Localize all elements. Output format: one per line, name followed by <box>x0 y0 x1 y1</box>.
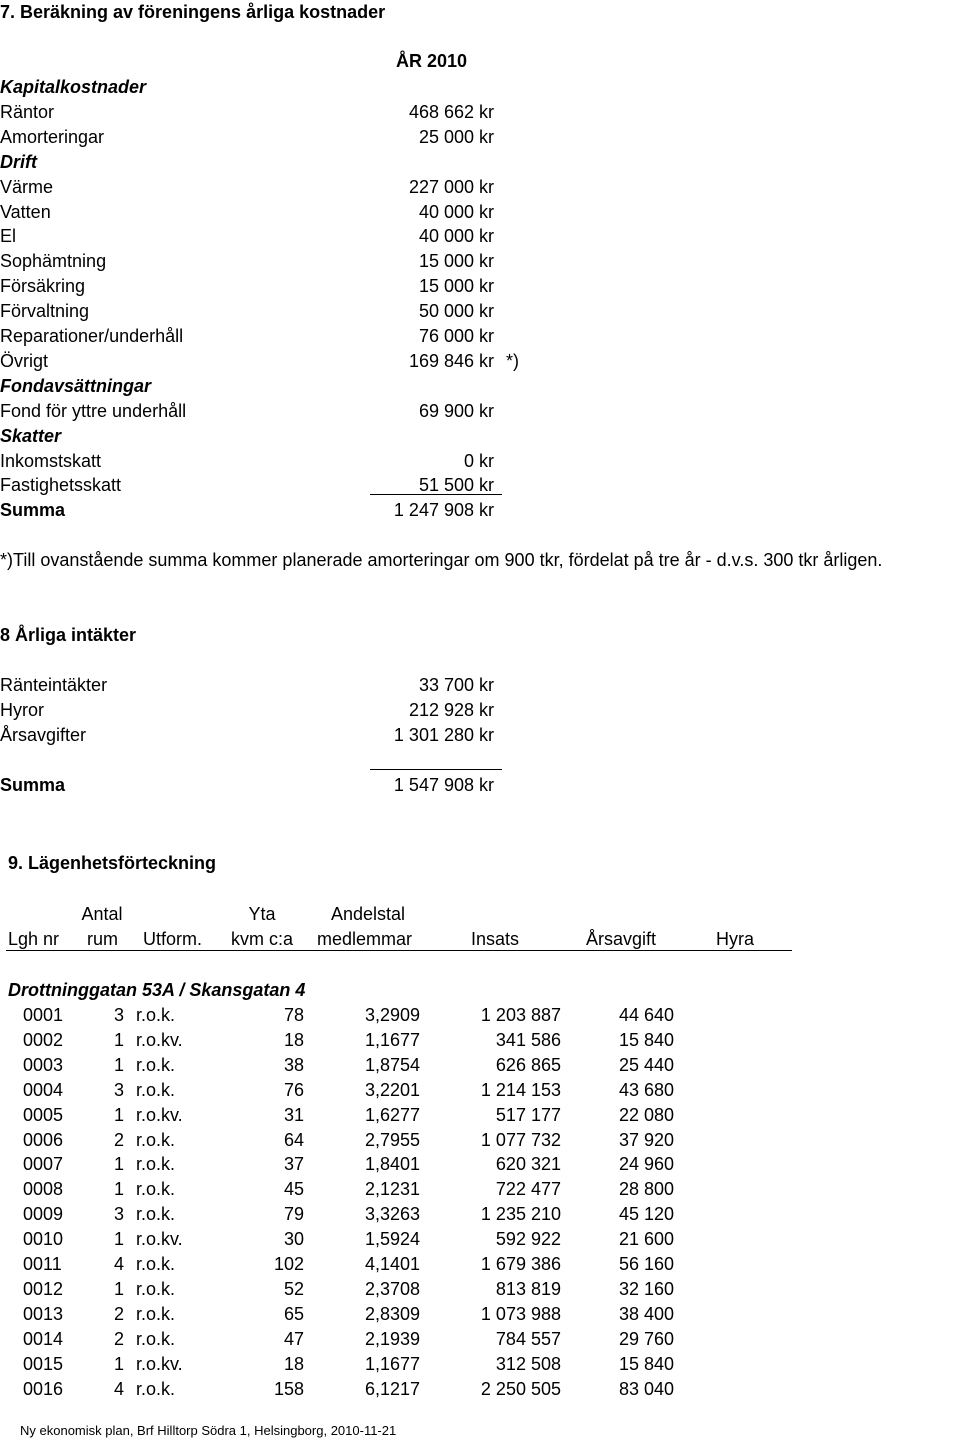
apt-kvm: 102 <box>273 1254 304 1274</box>
income-sum-label: Summa <box>0 775 66 795</box>
header-rule <box>6 950 792 951</box>
cost-row-label: Kapitalkostnader <box>0 77 147 97</box>
apt-andelstal: 1,8754 <box>364 1054 420 1075</box>
cost-row-label: Räntor <box>0 101 55 122</box>
cost-row-value: 15 000 kr <box>418 276 494 297</box>
header-kvm: kvm c:a <box>231 929 294 949</box>
apt-utform: r.o.k. <box>136 1254 176 1274</box>
apt-arsavgift: 56 160 <box>618 1254 674 1274</box>
apt-lgh: 0005 <box>23 1104 64 1125</box>
apt-insats: 2 250 505 <box>480 1378 561 1399</box>
apt-lgh: 0002 <box>23 1029 64 1050</box>
cost-row-value: 15 000 kr <box>418 251 494 272</box>
cost-row-label: Fondavsättningar <box>0 375 152 396</box>
footer: Ny ekonomisk plan, Brf Hilltorp Södra 1, Helsingborg, 2010-11-21 <box>20 1423 397 1438</box>
apt-rum: 1 <box>113 1054 124 1075</box>
apt-arsavgift: 45 120 <box>618 1204 674 1225</box>
apt-kvm: 37 <box>283 1154 304 1175</box>
cost-row-label: Försäkring <box>0 276 86 297</box>
apt-arsavgift: 22 080 <box>618 1104 674 1125</box>
apt-lgh: 0001 <box>23 1005 64 1025</box>
apt-rum: 2 <box>113 1129 124 1150</box>
apt-kvm: 38 <box>283 1054 304 1075</box>
apt-arsavgift: 29 760 <box>618 1328 674 1349</box>
cost-row-value: 40 000 kr <box>418 226 494 247</box>
apt-kvm: 65 <box>283 1303 304 1324</box>
cost-row-value: 25 000 kr <box>418 126 494 147</box>
apt-kvm: 18 <box>283 1029 304 1050</box>
cost-row-value: 50 000 kr <box>418 301 494 322</box>
apt-andelstal: 3,3263 <box>364 1204 420 1225</box>
income-row-value: 212 928 kr <box>408 699 494 720</box>
cost-row-value: 227 000 kr <box>408 176 494 197</box>
section-8-heading: 8 Årliga intäkter <box>0 625 137 645</box>
apt-rum: 1 <box>113 1229 124 1250</box>
cost-row-value: 69 900 kr <box>418 400 494 421</box>
cost-row-value: 169 846 kr <box>408 350 494 371</box>
apt-utform: r.o.kv. <box>136 1029 183 1050</box>
apt-insats: 312 508 <box>495 1353 561 1374</box>
apt-arsavgift: 25 440 <box>618 1054 674 1075</box>
apt-rum: 1 <box>113 1104 124 1125</box>
apt-utform: r.o.k. <box>136 1278 176 1299</box>
income-row-value: 1 301 280 kr <box>393 724 494 745</box>
apt-insats: 1 235 210 <box>480 1204 561 1225</box>
apt-utform: r.o.k. <box>136 1378 176 1399</box>
apt-arsavgift: 28 800 <box>618 1179 674 1200</box>
apt-utform: r.o.k. <box>136 1303 176 1324</box>
apt-arsavgift: 43 680 <box>618 1079 674 1100</box>
apt-lgh: 0014 <box>23 1328 64 1349</box>
apt-lgh: 0004 <box>23 1079 64 1100</box>
apt-lgh: 0013 <box>23 1303 64 1324</box>
year-heading: ÅR 2010 <box>396 51 468 71</box>
apt-arsavgift: 15 840 <box>618 1029 674 1050</box>
apt-andelstal: 1,1677 <box>364 1029 420 1050</box>
apt-andelstal: 3,2909 <box>364 1005 420 1025</box>
apt-kvm: 52 <box>283 1278 304 1299</box>
apt-lgh: 0007 <box>23 1154 64 1175</box>
apt-rum: 1 <box>113 1179 124 1200</box>
apt-kvm: 31 <box>283 1104 304 1125</box>
apt-andelstal: 2,8309 <box>364 1303 420 1324</box>
header-arsavgift: Årsavgift <box>586 929 657 949</box>
cost-row-label: Skatter <box>0 425 62 446</box>
header-antal: Antal <box>81 904 123 924</box>
apt-kvm: 45 <box>283 1179 304 1200</box>
apt-insats: 1 073 988 <box>480 1303 561 1324</box>
apt-andelstal: 1,6277 <box>364 1104 420 1125</box>
apt-lgh: 0008 <box>23 1179 64 1200</box>
apt-insats: 1 679 386 <box>480 1254 561 1274</box>
header-andelstal: Andelstal <box>330 904 406 924</box>
apt-andelstal: 1,5924 <box>364 1229 420 1250</box>
cost-row-value: 51 500 kr <box>418 475 494 496</box>
apt-rum: 3 <box>113 1005 124 1025</box>
header-rum: rum <box>87 929 118 949</box>
apt-rum: 1 <box>113 1278 124 1299</box>
apt-utform: r.o.kv. <box>136 1229 183 1250</box>
cost-sum-label: Summa <box>0 500 66 520</box>
cost-row-label: Fastighetsskatt <box>0 475 122 496</box>
apt-utform: r.o.k. <box>136 1179 176 1200</box>
cost-row-value: 0 kr <box>463 450 494 471</box>
apt-andelstal: 1,8401 <box>364 1154 420 1175</box>
apt-insats: 592 922 <box>495 1229 561 1250</box>
header-hyra: Hyra <box>716 929 755 949</box>
apt-insats: 1 203 887 <box>480 1005 561 1025</box>
cost-sum-value: 1 247 908 kr <box>393 500 494 520</box>
apt-utform: r.o.kv. <box>136 1104 183 1125</box>
apt-kvm: 30 <box>283 1229 304 1250</box>
header-utform: Utform. <box>143 929 203 949</box>
apt-insats: 341 586 <box>495 1029 561 1050</box>
apt-lgh: 0003 <box>23 1054 64 1075</box>
apt-kvm: 158 <box>273 1378 304 1399</box>
cost-row-value: 468 662 kr <box>408 101 494 122</box>
apt-rum: 3 <box>113 1079 124 1100</box>
cost-row-value: 76 000 kr <box>418 326 494 346</box>
apt-kvm: 47 <box>283 1328 304 1349</box>
cost-row-label: Drift <box>0 151 37 172</box>
apt-kvm: 76 <box>283 1079 304 1100</box>
apt-utform: r.o.k. <box>136 1204 176 1225</box>
cost-row-label: Amorteringar <box>0 126 105 147</box>
cost-row-label: Fond för yttre underhåll <box>0 400 187 421</box>
apt-lgh: 0011 <box>23 1254 62 1274</box>
apt-insats: 620 321 <box>495 1154 561 1175</box>
sum-rule <box>370 494 502 495</box>
apt-lgh: 0006 <box>23 1129 64 1150</box>
income-sum-value: 1 547 908 kr <box>393 775 494 795</box>
income-row-label: Ränteintäkter <box>0 675 108 695</box>
apt-andelstal: 2,1939 <box>364 1328 420 1349</box>
apt-andelstal: 4,1401 <box>364 1254 420 1274</box>
apt-arsavgift: 21 600 <box>618 1229 674 1250</box>
apt-utform: r.o.kv. <box>136 1353 183 1374</box>
apt-insats: 722 477 <box>495 1179 561 1200</box>
apt-insats: 813 819 <box>495 1278 561 1299</box>
apt-insats: 517 177 <box>495 1104 561 1125</box>
cost-row-label: Reparationer/underhåll <box>0 326 184 346</box>
apt-lgh: 0015 <box>23 1353 64 1374</box>
apt-rum: 1 <box>113 1353 124 1374</box>
apt-utform: r.o.k. <box>136 1129 176 1150</box>
apt-arsavgift: 83 040 <box>618 1378 674 1399</box>
apt-lgh: 0012 <box>23 1278 64 1299</box>
apt-arsavgift: 32 160 <box>618 1278 674 1299</box>
income-row-label: Årsavgifter <box>0 724 87 745</box>
apt-arsavgift: 37 920 <box>618 1129 674 1150</box>
apt-utform: r.o.k. <box>136 1154 176 1175</box>
apt-utform: r.o.k. <box>136 1005 176 1025</box>
apt-andelstal: 2,3708 <box>364 1278 420 1299</box>
apt-lgh: 0016 <box>23 1378 64 1399</box>
apt-insats: 626 865 <box>495 1054 561 1075</box>
apt-utform: r.o.k. <box>136 1054 176 1075</box>
apt-andelstal: 6,1217 <box>364 1378 420 1399</box>
apt-rum: 3 <box>113 1204 124 1225</box>
apt-kvm: 18 <box>283 1353 304 1374</box>
apt-kvm: 78 <box>283 1005 304 1025</box>
apt-rum: 4 <box>113 1254 124 1274</box>
apt-andelstal: 1,1677 <box>364 1353 420 1374</box>
header-yta: Yta <box>248 904 276 924</box>
header-medlemmar: medlemmar <box>317 929 413 949</box>
income-row-value: 33 700 kr <box>418 675 494 695</box>
apt-rum: 1 <box>113 1154 124 1175</box>
apt-utform: r.o.k. <box>136 1328 176 1349</box>
apt-lgh: 0009 <box>23 1204 64 1225</box>
cost-row-label: El <box>0 226 17 247</box>
cost-row-value: 40 000 kr <box>418 201 494 222</box>
cost-row-note: *) <box>506 350 519 371</box>
header-insats: Insats <box>471 929 520 949</box>
cost-row-label: Inkomstskatt <box>0 450 102 471</box>
footnote: *)Till ovanstående summa kommer planerade amorteringar om 900 tkr, fördelat på tre år - d.v.s. 300 tkr årligen. <box>0 550 883 570</box>
apt-insats: 784 557 <box>495 1328 561 1349</box>
section-9-heading: 9. Lägenhetsförteckning <box>8 853 217 873</box>
apt-insats: 1 214 153 <box>480 1079 561 1100</box>
cost-row-label: Förvaltning <box>0 301 90 322</box>
apt-kvm: 79 <box>283 1204 304 1225</box>
cost-row-label: Vatten <box>0 201 51 222</box>
apt-rum: 4 <box>113 1378 124 1399</box>
apt-utform: r.o.k. <box>136 1079 176 1100</box>
cost-row-label: Sophämtning <box>0 251 107 272</box>
apt-kvm: 64 <box>283 1129 304 1150</box>
apt-rum: 2 <box>113 1303 124 1324</box>
apt-arsavgift: 44 640 <box>618 1005 674 1025</box>
apt-andelstal: 3,2201 <box>364 1079 420 1100</box>
section-7-heading: 7. Beräkning av föreningens årliga kostnader <box>0 2 386 22</box>
apt-arsavgift: 15 840 <box>618 1353 674 1374</box>
cost-row-label: Värme <box>0 176 54 197</box>
apt-rum: 2 <box>113 1328 124 1349</box>
apt-arsavgift: 38 400 <box>618 1303 674 1324</box>
income-sum-rule <box>370 769 502 770</box>
cost-row-label: Övrigt <box>0 350 49 371</box>
header-lgh: Lgh nr <box>8 929 60 949</box>
apt-arsavgift: 24 960 <box>618 1154 674 1175</box>
apt-andelstal: 2,7955 <box>364 1129 420 1150</box>
apt-insats: 1 077 732 <box>480 1129 561 1150</box>
apt-rum: 1 <box>113 1029 124 1050</box>
apt-andelstal: 2,1231 <box>364 1179 420 1200</box>
group-title: Drottninggatan 53A / Skansgatan 4 <box>8 980 306 1000</box>
income-row-label: Hyror <box>0 699 44 720</box>
apt-lgh: 0010 <box>23 1229 64 1250</box>
